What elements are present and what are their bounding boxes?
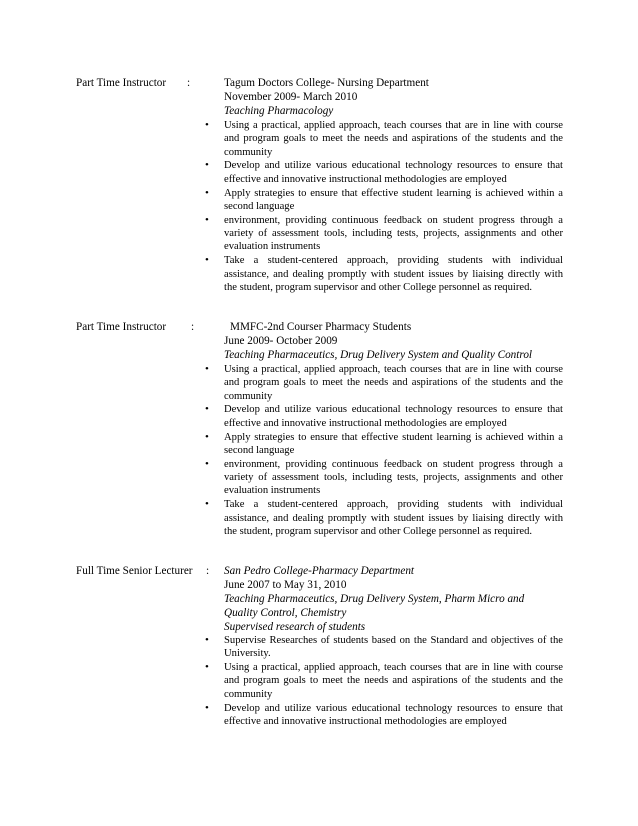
duty-item: • environment, providing continuous feedback on student progress through a variety of assessment tools, including tests, projects, assignments and other evaluation instruments [224,458,563,498]
subject-taught: Quality Control, Chemistry [224,607,347,619]
organization: Tagum Doctors College- Nursing Department [224,77,429,89]
colon-separator: : [206,565,210,577]
duty-item: • Apply strategies to ensure that effective student learning is achieved within a second language [224,187,563,214]
duties-list [224,363,563,539]
duty-item: • Apply strategies to ensure that effective student learning is achieved within a second language [224,431,563,458]
colon-separator: : [187,77,191,89]
organization: MMFC-2nd Courser Pharmacy Students [230,321,412,333]
subject-taught: Teaching Pharmaceutics, Drug Delivery System, Pharm Micro and [224,593,525,605]
research-supervision: Supervised research of students [224,621,366,633]
entry-header [224,564,564,634]
organization: San Pedro College-Pharmacy Department [224,565,415,577]
duty-item: • Take a student-centered approach, providing students with individual assistance, and dealing promptly with student issues by liaising directly with the student, program supervisor and other College personnel as required. [224,254,563,294]
duty-item: • Supervise Researches of students based on the Standard and objectives of the University. [224,634,563,661]
duty-item: • Develop and utilize various educational technology resources to ensure that effective and innovative instructional methodologies are employed [224,159,563,186]
duties-list [224,119,563,295]
job-title: Full Time Senior Lecturer [76,565,193,577]
duty-item: • Develop and utilize various educational technology resources to ensure that effective and innovative instructional methodologies are employed [224,702,563,729]
duty-item: • Take a student-centered approach, providing students with individual assistance, and dealing promptly with student issues by liaising directly with the student, program supervisor and other College personnel as required. [224,498,563,538]
duty-item: • Develop and utilize various educational technology resources to ensure that effective and innovative instructional methodologies are employed [224,403,563,430]
subject-taught: Teaching Pharmacology [224,105,334,117]
duty-item: • Using a practical, applied approach, teach courses that are in line with course and program goals to meet the needs and aspirations of the students and the community [224,119,563,159]
date-range: November 2009- March 2010 [224,91,358,103]
date-range: June 2007 to May 31, 2010 [224,579,347,591]
duty-item: • Using a practical, applied approach, teach courses that are in line with course and program goals to meet the needs and aspirations of the students and the community [224,661,563,701]
colon-separator: : [191,321,195,333]
subject-taught: Teaching Pharmaceutics, Drug Delivery System and Quality Control [224,349,533,361]
date-range: June 2009- October 2009 [224,335,338,347]
entry-header [224,320,564,362]
duties-list [224,634,563,729]
duty-item: • Using a practical, applied approach, teach courses that are in line with course and program goals to meet the needs and aspirations of the students and the community [224,363,563,403]
job-title: Part Time Instructor [76,321,167,333]
entry-header [224,76,564,118]
job-title: Part Time Instructor [76,77,167,89]
duty-item: • environment, providing continuous feedback on student progress through a variety of assessment tools, including tests, projects, assignments and other evaluation instruments [224,214,563,254]
